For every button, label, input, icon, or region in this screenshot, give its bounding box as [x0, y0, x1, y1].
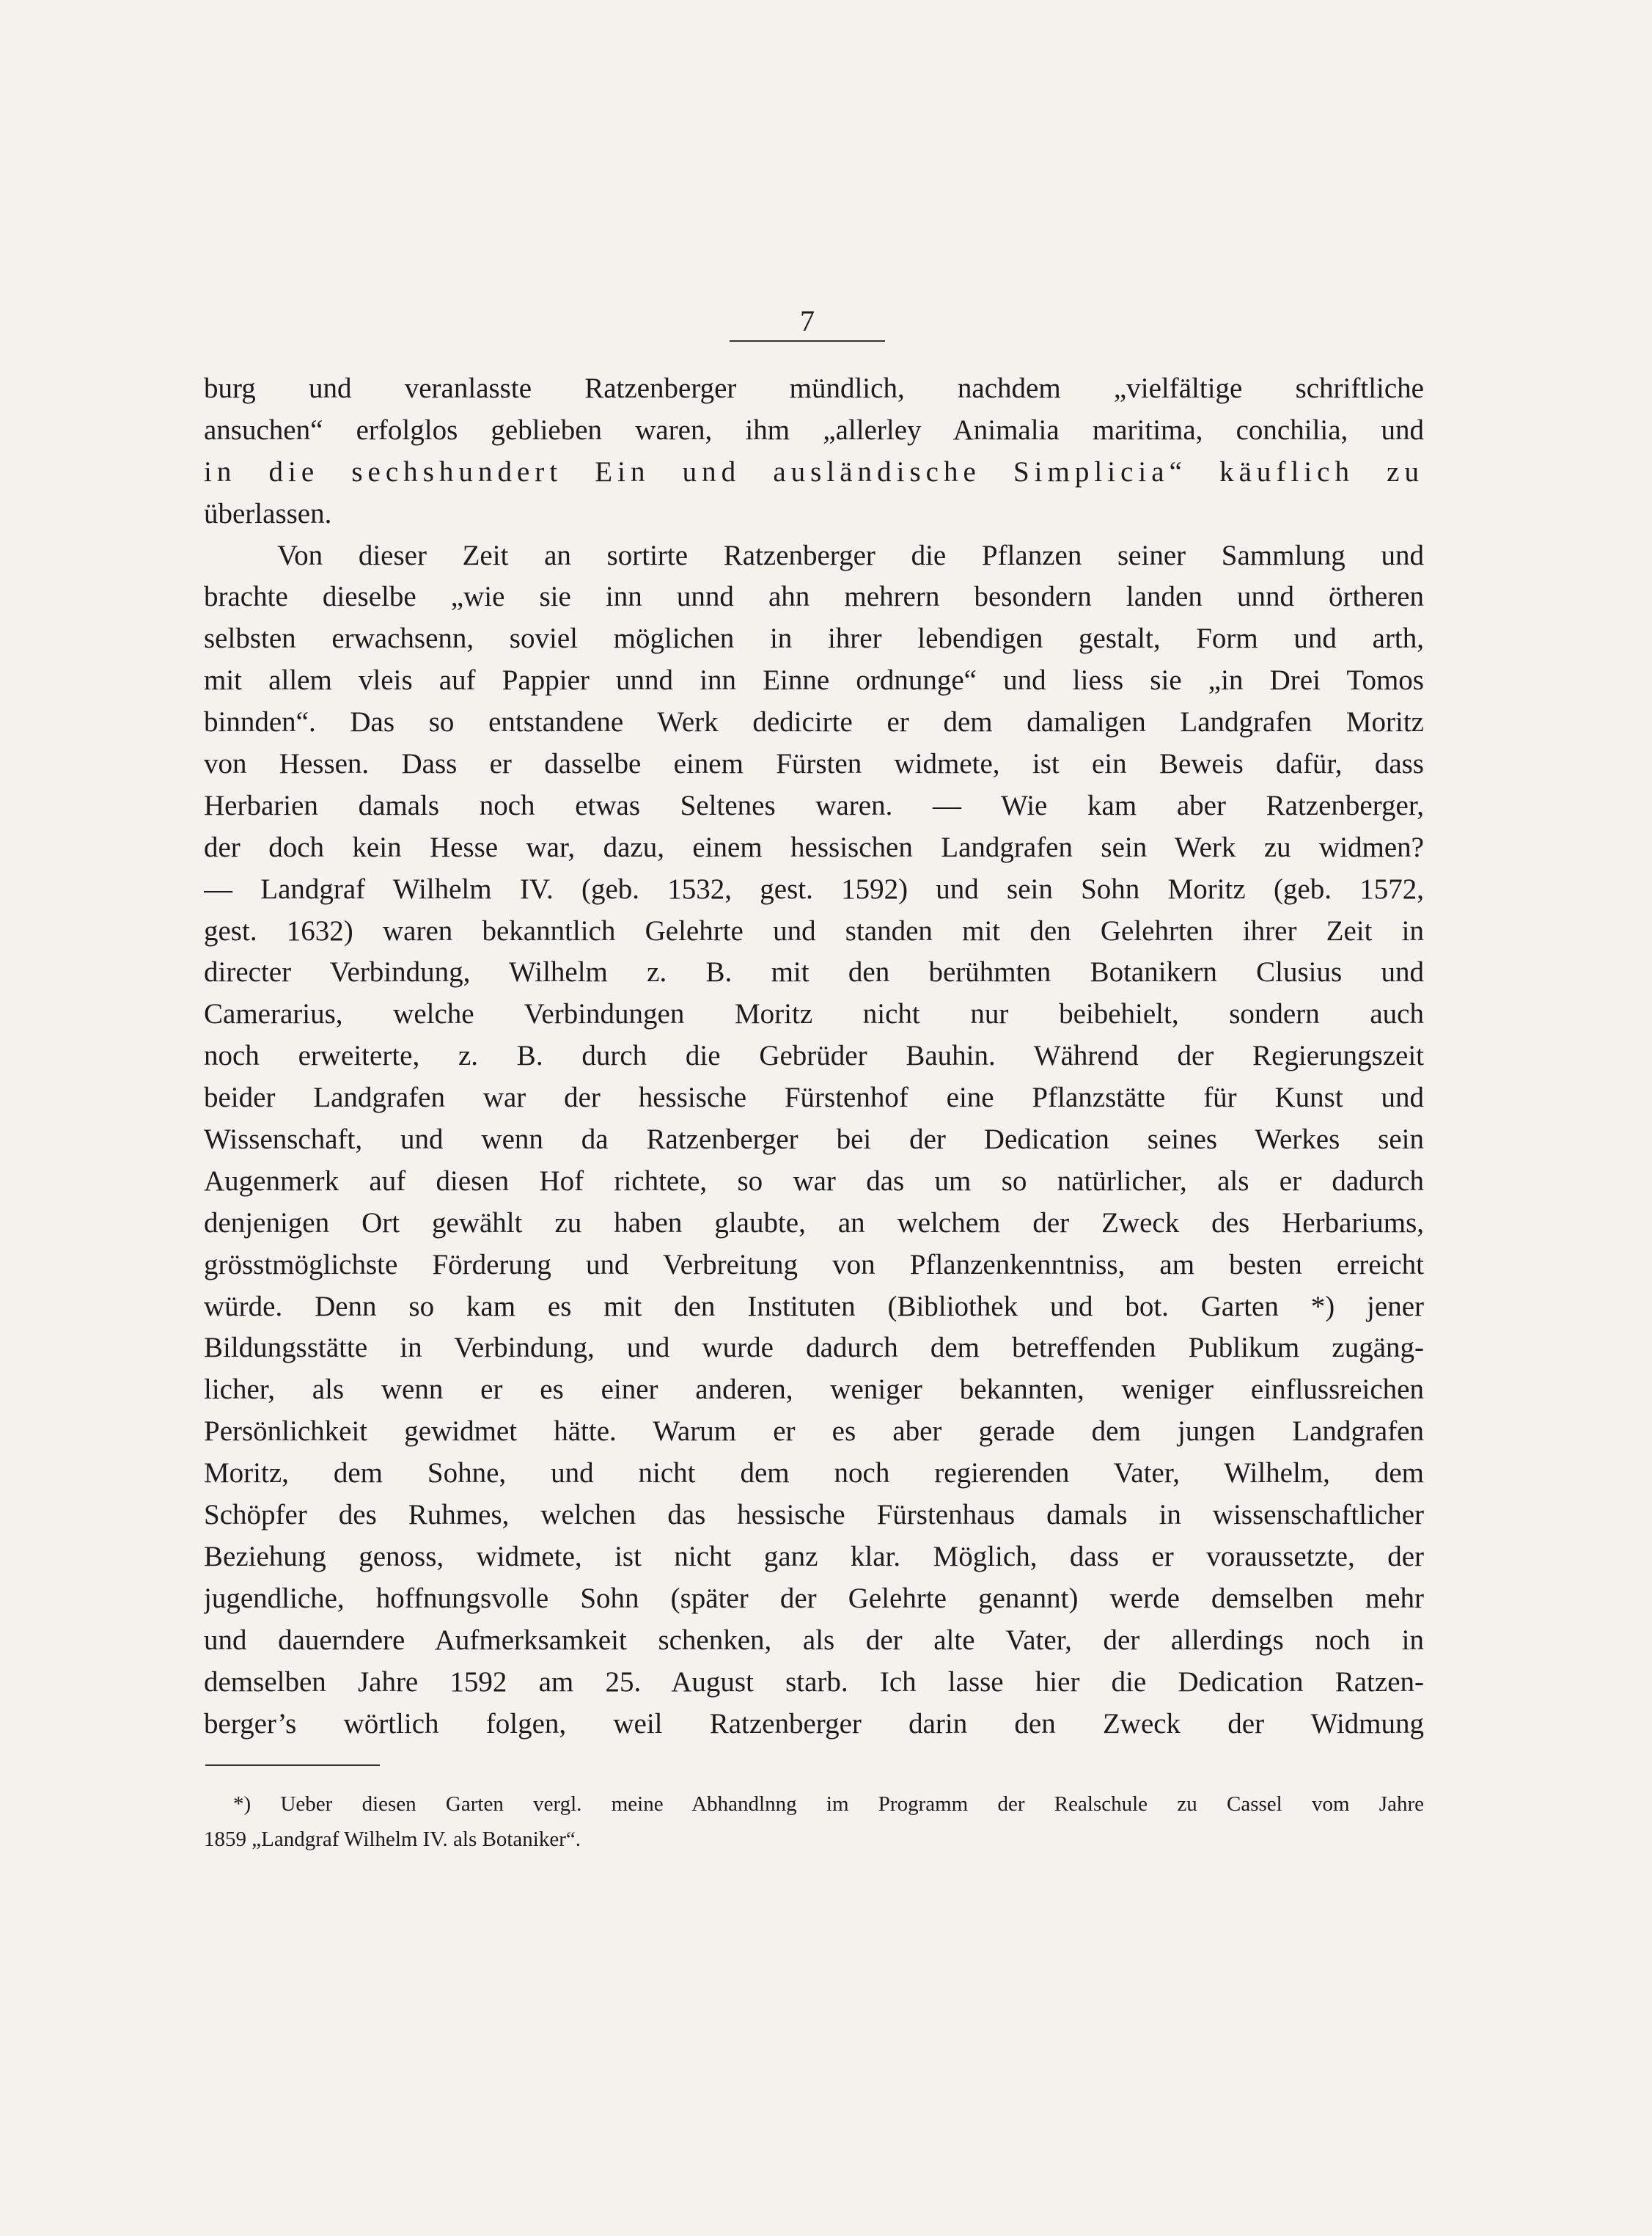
text-line: ansuchen“ erfolglos geblieben waren, ihm „allerley Animalia maritima, conchilia, und [204, 414, 1424, 446]
text-line: burg und veranlasste Ratzenberger mündlich, nachdem „vielfältige schriftliche [204, 373, 1424, 404]
text-line: Schöpfer des Ruhmes, welchen das hessische Fürstenhaus damals in wissenschaftlicher [204, 1499, 1424, 1531]
footnote-line: 1859 „Landgraf Wilhelm IV. als Botaniker“. [204, 1828, 581, 1851]
text-line: directer Verbindung, Wilhelm z. B. mit den berühmten Botanikern Clusius und [204, 956, 1424, 989]
text-line: demselben Jahre 1592 am 25. August starb. Ich lasse hier die Dedication Ratzen- [204, 1665, 1424, 1698]
text-line: überlassen. [204, 497, 332, 529]
text-line: Wissenschaft, und wenn da Ratzenberger bei der Dedication seines Werkes sein [204, 1124, 1424, 1156]
text-line: Herbarien damals noch etwas Seltenes waren. — Wie kam aber Ratzenberger, [204, 789, 1424, 821]
text-line: — Landgraf Wilhelm IV. (geb. 1532, gest. 1592) und sein Sohn Moritz (geb. 1572, [204, 873, 1424, 905]
footnote-divider [205, 1764, 380, 1766]
text-line: würde. Denn so kam es mit den Instituten (Bibliothek und bot. Garten *) jener [204, 1290, 1424, 1322]
body-text [204, 368, 1424, 1745]
text-line: grösstmöglichste Förderung und Verbreitung von Pflanzenkenntniss, am besten erreicht [204, 1248, 1424, 1280]
footnotes [204, 1786, 1424, 1857]
text-line: und dauerndere Aufmerksamkeit schenken, als der alte Vater, der allerdings noch in [204, 1624, 1424, 1656]
text-line: beider Landgrafen war der hessische Fürstenhof eine Pflanzstätte für Kunst und [204, 1082, 1424, 1114]
text-line: jugendliche, hoffnungsvolle Sohn (später der Gelehrte genannt) werde demselben mehr [204, 1582, 1424, 1614]
text-line: Augenmerk auf diesen Hof richtete, so war das um so natürlicher, als er dadurch [204, 1165, 1424, 1197]
text-line: gest. 1632) waren bekanntlich Gelehrte und standen mit den Gelehrten ihrer Zeit in [204, 914, 1424, 947]
text-line: Bildungsstätte in Verbindung, und wurde dadurch dem betreffenden Publikum zugäng- [204, 1332, 1424, 1364]
text-line: Camerarius, welche Verbindungen Moritz nicht nur beibehielt, sondern auch [204, 998, 1424, 1030]
text-line: in die sechshundert Ein und ausländische Simplicia“ käuflich zu [204, 455, 1424, 488]
text-line: der doch kein Hesse war, dazu, einem hessischen Landgrafen sein Werk zu widmen? [204, 831, 1424, 863]
page-number: 7 [730, 302, 885, 342]
text-line: noch erweiterte, z. B. durch die Gebrüder Bauhin. Während der Regierungszeit [204, 1040, 1424, 1072]
text-line: mit allem vleis auf Pappier unnd inn Einne ordnunge“ und liess sie „in Drei Tomos [204, 664, 1424, 697]
text-line: von Hessen. Dass er dasselbe einem Fürsten widmete, ist ein Beweis dafür, dass [204, 748, 1424, 780]
text-line: licher, als wenn er es einer anderen, weniger bekannten, weniger einflussreichen [204, 1374, 1424, 1406]
text-line: brachte dieselbe „wie sie inn unnd ahn mehrern besondern landen unnd örtheren [204, 581, 1424, 613]
text-line: berger’s wörtlich folgen, weil Ratzenberger darin den Zweck der Widmung [204, 1707, 1424, 1740]
text-line: Beziehung genoss, widmete, ist nicht ganz klar. Möglich, dass er voraussetzte, der [204, 1540, 1424, 1572]
text-line: binnden“. Das so entstandene Werk dedicirte er dem damaligen Landgrafen Moritz [204, 706, 1424, 738]
text-line: selbsten erwachsenn, soviel möglichen in ihrer lebendigen gestalt, Form und arth, [204, 623, 1424, 655]
paragraph-start-line: Von dieser Zeit an sortirte Ratzenberger die Pflanzen seiner Sammlung und [277, 539, 1424, 571]
text-line: Persönlichkeit gewidmet hätte. Warum er es aber gerade dem jungen Landgrafen [204, 1415, 1424, 1448]
text-line: Moritz, dem Sohne, und nicht dem noch regierenden Vater, Wilhelm, dem [204, 1457, 1424, 1489]
footnote-line: *) Ueber diesen Garten vergl. meine Abhandlnng im Programm der Realschule zu Cassel vom Jahre [233, 1792, 1424, 1816]
text-line: denjenigen Ort gewählt zu haben glaubte, an welchem der Zweck des Herbariums, [204, 1206, 1424, 1239]
